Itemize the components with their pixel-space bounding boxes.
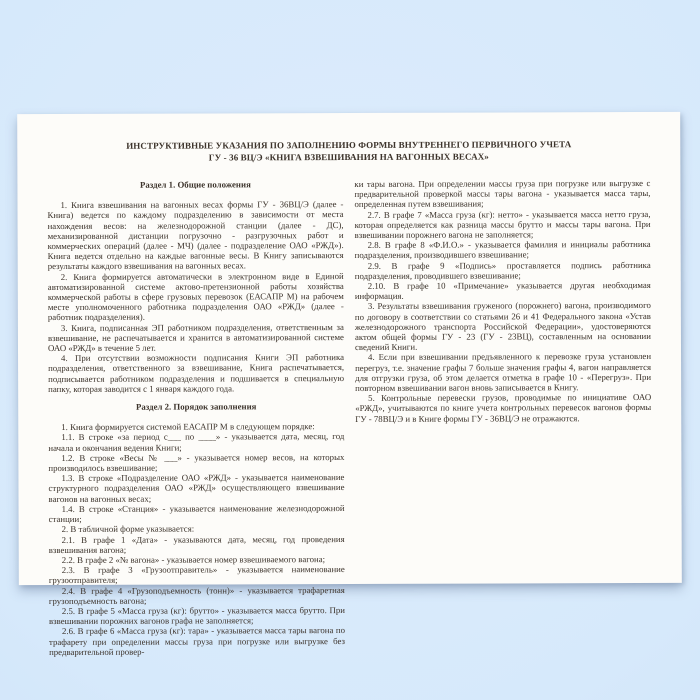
document-page	[17, 112, 682, 657]
paragraph: 2.10. В графе 10 «Примечание» указывается другая необходимая информация.	[354, 279, 651, 302]
paragraph: 2.2. В графе 2 «№ вагона» - указывается номер взвешиваемого вагона;	[61, 553, 326, 565]
paragraph: 1.3. В строке «Подразделение ОАО «РЖД» - указывается наименование структурного подразделения ОАО «РЖД» осуществляющего взвешивание вагонов на вагонных весах;	[48, 472, 345, 504]
text-columns	[47, 178, 652, 657]
paragraph: 1. Книга взвешивания на вагонных весах формы ГУ - 36ВЦ/Э (далее - Книга) ведется по каждому подразделению в зависимости от места нахождения весов: на железнодорожной станции (далее - ДС), механизированной дистанции погрузочно - разгрузочных работ и коммерческих операций (далее - МЧ) (далее - подразделение ОАО «РЖД»). Книга ведется отдельно на каждые вагонные весы. В Книгу записываются результаты каждого взвешивания на вагонных весах.	[47, 199, 344, 272]
paragraph: 3. Результаты взвешивания груженого (порожнего) вагона, производимого по договору в соответствии со статьями 26 и 41 Федерального закона «Устав железнодорожного транспорта Российской Федерации», удостоверяются актом общей формы ГУ - 23 (ГУ - 23ВЦ), составленным на основании сведений Книги.	[354, 300, 651, 353]
paragraph: 2. В табличной форме указывается:	[61, 523, 195, 535]
paragraph: 2.5. В графе 5 «Масса груза (кг): брутто» - указывается масса брутто. При взвешивании порожних вагонов графа не заполняется;	[48, 604, 345, 627]
paragraph: 2.7. В графе 7 «Масса груза (кг): нетто» - указывается масса нетто груза, которая определяется как разница массы брутто и массы тары вагона. При взвешивании порожнего вагона не заполняется;	[354, 208, 651, 240]
paragraph: 1. Книга формируется системой ЕАСАПР М в следующем порядке:	[61, 421, 315, 433]
paragraph: 2. Книга формируется автоматически в электронном виде в Единой автоматизированной системе актово-претензионной работы хозяйства коммерческой работы в сфере грузовых перевозок (ЕАСАПР М) на рабочем месте уполномоченного работника подразделения ОАО «РЖД» (далее - работник подразделения).	[47, 270, 344, 323]
paragraph: ки тары вагона. При определении массы груза при погрузке или выгрузке с предварительной проверкой массы тары вагона - указывается масса тары, определенная путем взвешивания;	[354, 177, 651, 210]
left-column	[47, 179, 345, 657]
document-title-line1: ИНСТРУКТИВНЫЕ УКАЗАНИЯ ПО ЗАПОЛНЕНИЮ ФОРМЫ ВНУТРЕННЕГО ПЕРВИЧНОГО УЧЕТА	[126, 139, 572, 151]
paragraph: 2.6. В графе 6 «Масса груза (кг): тара» - указывается масса тары вагона по трафарету при определении массы груза при погрузке или выгрузке без предварительной провер-	[49, 625, 346, 657]
paragraph: 1.1. В строке «за период с___ по ____» - указывается дата, месяц, год начала и окончания ведения Книги;	[48, 431, 345, 453]
paragraph: 2.4. В графе 4 «Грузоподъемность (тонн)» - указывается трафаретная грузоподъемность вагона;	[48, 584, 345, 606]
document-title	[47, 139, 650, 164]
right-column	[354, 178, 652, 656]
paragraph: 2.1. В графе 1 «Дата» - указываются дата, месяц, год проведения взвешивания вагона;	[48, 533, 345, 555]
paragraph: 4. При отсутствии возможности подписания Книги ЭП работника подразделения, ответственного за взвешивание, Книга распечатывается, подписывается работником подразделения и подшивается в специальную папку, которая заводится с 1 января каждого года.	[48, 352, 345, 394]
paragraph: 2.3. В графе 3 «Грузоотправитель» - указывается наименование грузоотправителя;	[48, 564, 345, 586]
section-heading: Раздел 1. Общие положения	[140, 179, 251, 190]
paragraph: 2.9. В графе 9 «Подпись» проставляется подпись работника подразделения, проводившего взвешивание;	[354, 259, 651, 281]
paragraph: 4. Если при взвешивании предъявленного к перевозке груза установлен перегруз, т.е. значение графы 7 больше значения графы 4, вагон направляется для отгрузки груза, об этом делается отметка в графе 10 - «Перегруз». При повторном взвешивании вагон вновь записывается в Книгу.	[355, 351, 652, 394]
paragraph: 5. Контрольные перевески грузов, проводимые по инициативе ОАО «РЖД», учитываются по книге учета контрольных перевесок вагонов формы ГУ - 78ВЦ/Э и в Книге формы ГУ - 36ВЦ/Э не отражаются.	[355, 392, 652, 424]
paragraph: 1.2. В строке «Весы № ___» - указывается номер весов, на которых производилось взвешивание;	[48, 451, 345, 474]
document-title-line2: ГУ - 36 ВЦ/Э «КНИГА ВЗВЕШИВАНИЯ НА ВАГОННЫХ ВЕСАХ»	[208, 151, 489, 162]
paragraph: 3. Книга, подписанная ЭП работником подразделения, ответственным за взвешивание, не распечатывается и хранится в автоматизированной системе ОАО «РЖД» в течение 5 лет.	[47, 321, 344, 354]
section-heading: Раздел 2. Порядок заполнения	[135, 401, 257, 412]
paragraph: 2.8. В графе 8 «Ф.И.О.» - указывается фамилия и инициалы работника подразделения, производившего взвешивание;	[354, 239, 651, 261]
paragraph: 1.4. В строке «Станция» - указывается наименование железнодорожной станции;	[48, 502, 345, 525]
